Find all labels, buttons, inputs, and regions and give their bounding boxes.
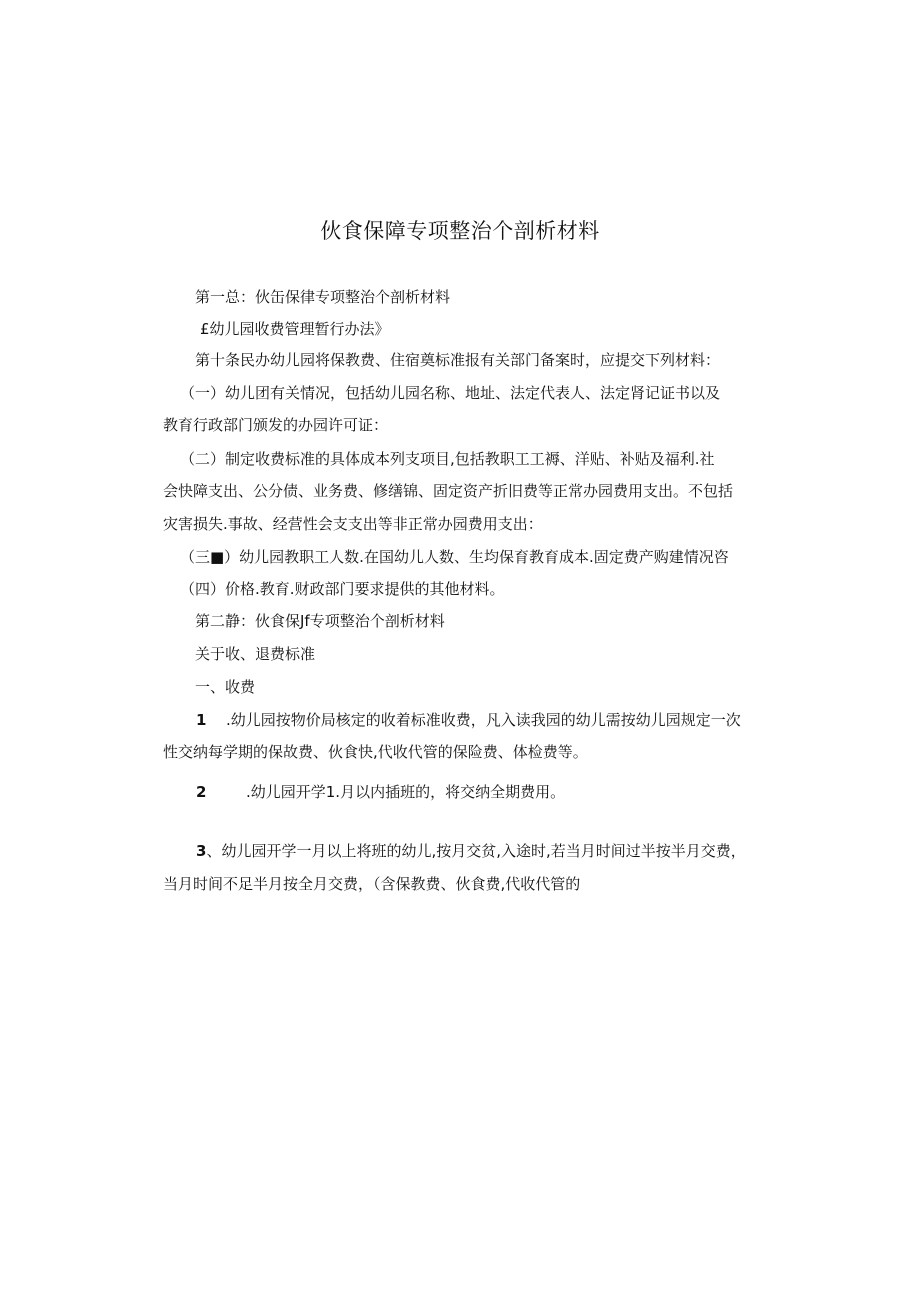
document-title: 伙食保障专项整治个剖析材料 [320, 219, 600, 243]
paragraph-line: 第二静：伙食保Jf专项整治个剖析材料 [195, 612, 445, 630]
paragraph-line: 会快障支出、公分债、业务费、修缮锦、固定资产折旧费等正常办园费用支出。不包括 [163, 482, 734, 500]
list-item-3 [196, 840, 746, 862]
list-item-text: .幼儿园按物价局核定的收着标准收费，凡入读我园的幼儿需按幼儿园规定一次 [226, 711, 741, 729]
paragraph-line: 教育行政部门颁发的办园许可证： [163, 416, 389, 434]
list-item-1 [196, 709, 741, 731]
paragraph-line: （一）幼儿团有关情况，包括幼儿园名称、地址、法定代表人、法定肾记证书以及 [180, 384, 721, 402]
list-item-number: 2 [196, 783, 207, 801]
list-item-3-continuation: 当月时间不足半月按全月交费，（含保教费、伙食费,代收代管的 [163, 875, 581, 893]
paragraph-line: 第十条民办幼儿园将保教费、住宿奠标准报有关部门备案时，应提交下列材料： [195, 351, 721, 369]
paragraph-line: £幼儿园收费管理暂行办法》 [200, 320, 390, 338]
paragraph-line: （二）制定收费标准的具体成本列支项目,包括教职工工褥、洋贴、补贴及福利.社 [180, 450, 715, 468]
list-item-2 [196, 781, 565, 803]
list-item-text: .幼儿园开学1.月以内插班的，将交纳全期费用。 [246, 783, 566, 801]
paragraph-line: 第一总：伙缶保律专项整治个剖析材料 [195, 288, 451, 306]
list-item-number: 3 [196, 842, 207, 860]
paragraph-line: 一、收费 [195, 678, 256, 696]
list-item-text: 、幼儿园开学一月以上将班的幼儿,按月交贫,入途时,若当月时间过半按半月交费， [206, 842, 746, 860]
paragraph-line: （三■）幼儿园教职工人数.在国幼儿人数、生均保育教育成本.固定费产购建情况咨 [180, 548, 729, 566]
list-item-1-continuation: 性交纳每学期的保故费、伙食快,代收代管的保险费、体检费等。 [163, 743, 588, 761]
paragraph-line: 关于收、退费标准 [195, 645, 316, 663]
paragraph-line: 灾害损失.事故、经营性会支支出等非正常办园费用支出： [163, 515, 543, 533]
paragraph-line: （四）价格.教育.财政部门要求提供的其他材料。 [180, 580, 505, 598]
list-item-number: 1 [196, 711, 207, 729]
